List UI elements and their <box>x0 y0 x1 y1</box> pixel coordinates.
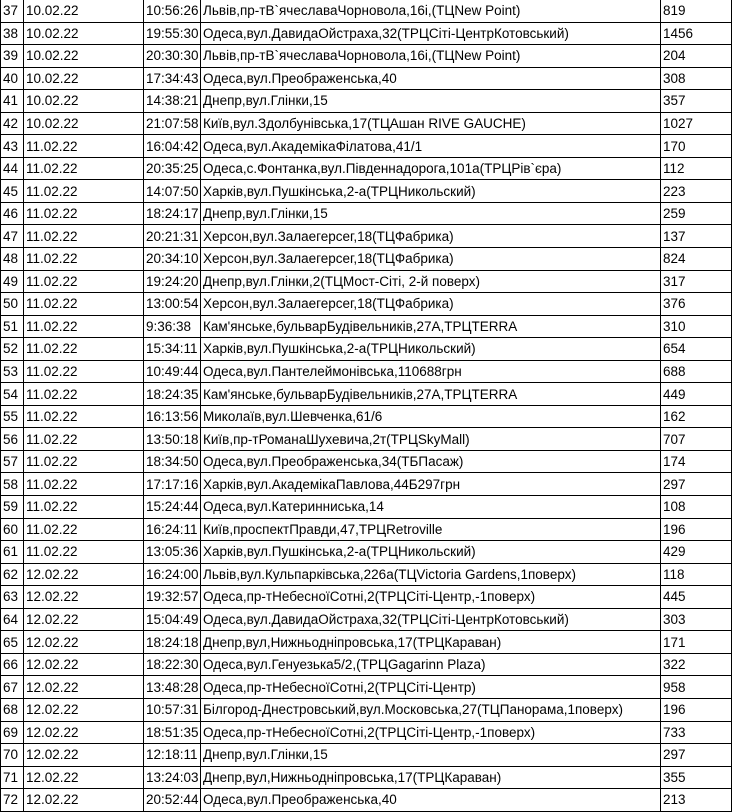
amount-cell: 322 <box>661 653 732 676</box>
time-cell: 13:48:28 <box>144 676 201 699</box>
time-cell: 19:55:30 <box>144 22 201 45</box>
row-number-cell: 47 <box>1 225 24 248</box>
row-number-cell: 57 <box>1 450 24 473</box>
date-cell: 11.02.22 <box>24 248 144 271</box>
amount-cell: 819 <box>661 0 732 22</box>
table-body <box>1 0 732 811</box>
row-number-cell: 40 <box>1 67 24 90</box>
time-cell: 16:04:42 <box>144 135 201 158</box>
date-cell: 12.02.22 <box>24 789 144 812</box>
address-cell: Одеса,вул.Генуезька5/2,(ТРЦGagarinn Plaza) <box>201 653 661 676</box>
table-row <box>1 744 732 767</box>
table-row <box>1 518 732 541</box>
row-number-cell: 49 <box>1 270 24 293</box>
time-cell: 20:35:25 <box>144 157 201 180</box>
amount-cell: 196 <box>661 518 732 541</box>
table-row <box>1 157 732 180</box>
address-cell: Одеса,пр-тНебесноїСотні,2(ТРЦСіті-Центр,-1поверх) <box>201 586 661 609</box>
table-row <box>1 0 732 22</box>
date-cell: 11.02.22 <box>24 428 144 451</box>
table-row <box>1 225 732 248</box>
address-cell: Одеса,вул.ДавидаОйстраха,32(ТРЦСіті-ЦентрКотовський) <box>201 22 661 45</box>
table-row <box>1 789 732 812</box>
time-cell: 16:24:00 <box>144 563 201 586</box>
table-row <box>1 315 732 338</box>
table-row <box>1 45 732 68</box>
row-number-cell: 66 <box>1 653 24 676</box>
table-row <box>1 541 732 564</box>
amount-cell: 958 <box>661 676 732 699</box>
date-cell: 12.02.22 <box>24 608 144 631</box>
table-row <box>1 496 732 519</box>
amount-cell: 654 <box>661 338 732 361</box>
date-cell: 10.02.22 <box>24 67 144 90</box>
time-cell: 10:49:44 <box>144 360 201 383</box>
address-cell: Херсон,вул.Залаегерсег,18(ТЦФабрика) <box>201 225 661 248</box>
address-cell: Харків,вул.Пушкінська,2-а(ТРЦНикольский) <box>201 541 661 564</box>
row-number-cell: 37 <box>1 0 24 22</box>
time-cell: 19:24:20 <box>144 270 201 293</box>
amount-cell: 297 <box>661 473 732 496</box>
amount-cell: 162 <box>661 405 732 428</box>
row-number-cell: 44 <box>1 157 24 180</box>
date-cell: 11.02.22 <box>24 518 144 541</box>
table-row <box>1 135 732 158</box>
date-cell: 11.02.22 <box>24 496 144 519</box>
date-cell: 12.02.22 <box>24 744 144 767</box>
row-number-cell: 51 <box>1 315 24 338</box>
table-row <box>1 67 732 90</box>
address-cell: Днепр,вул,Нижньодніпровська,17(ТРЦКараван) <box>201 766 661 789</box>
date-cell: 11.02.22 <box>24 293 144 316</box>
date-cell: 11.02.22 <box>24 541 144 564</box>
time-cell: 13:05:36 <box>144 541 201 564</box>
row-number-cell: 72 <box>1 789 24 812</box>
time-cell: 20:34:10 <box>144 248 201 271</box>
time-cell: 13:24:03 <box>144 766 201 789</box>
time-cell: 10:56:26 <box>144 0 201 22</box>
amount-cell: 174 <box>661 450 732 473</box>
address-cell: Київ,проспектПравди,47,ТРЦRetroville <box>201 518 661 541</box>
date-cell: 12.02.22 <box>24 698 144 721</box>
row-number-cell: 70 <box>1 744 24 767</box>
date-cell: 12.02.22 <box>24 766 144 789</box>
row-number-cell: 43 <box>1 135 24 158</box>
time-cell: 13:50:18 <box>144 428 201 451</box>
row-number-cell: 46 <box>1 202 24 225</box>
date-cell: 11.02.22 <box>24 405 144 428</box>
time-cell: 18:24:18 <box>144 631 201 654</box>
date-cell: 12.02.22 <box>24 721 144 744</box>
amount-cell: 317 <box>661 270 732 293</box>
row-number-cell: 48 <box>1 248 24 271</box>
amount-cell: 171 <box>661 631 732 654</box>
time-cell: 15:04:49 <box>144 608 201 631</box>
address-cell: Кам'янське,бульварБудівельників,27А,ТРЦTERRA <box>201 383 661 406</box>
row-number-cell: 59 <box>1 496 24 519</box>
amount-cell: 310 <box>661 315 732 338</box>
address-cell: Харків,вул.АкадемікаПавлова,44Б297грн <box>201 473 661 496</box>
table-row <box>1 360 732 383</box>
row-number-cell: 54 <box>1 383 24 406</box>
table-row <box>1 180 732 203</box>
amount-cell: 223 <box>661 180 732 203</box>
address-cell: Львів,пр-тВ`ячеславаЧорновола,16і,(ТЦNew Point) <box>201 45 661 68</box>
row-number-cell: 67 <box>1 676 24 699</box>
time-cell: 18:24:17 <box>144 202 201 225</box>
row-number-cell: 52 <box>1 338 24 361</box>
table-row <box>1 22 732 45</box>
date-cell: 11.02.22 <box>24 180 144 203</box>
table-row <box>1 270 732 293</box>
date-cell: 10.02.22 <box>24 112 144 135</box>
time-cell: 14:07:50 <box>144 180 201 203</box>
table-row <box>1 202 732 225</box>
table-row <box>1 90 732 113</box>
date-cell: 11.02.22 <box>24 383 144 406</box>
date-cell: 11.02.22 <box>24 157 144 180</box>
table-row <box>1 766 732 789</box>
table-row <box>1 721 732 744</box>
amount-cell: 308 <box>661 67 732 90</box>
time-cell: 18:22:30 <box>144 653 201 676</box>
amount-cell: 824 <box>661 248 732 271</box>
time-cell: 15:34:11 <box>144 338 201 361</box>
time-cell: 9:36:38 <box>144 315 201 338</box>
table-row <box>1 473 732 496</box>
date-cell: 12.02.22 <box>24 586 144 609</box>
address-cell: Одеса,пр-тНебесноїСотні,2(ТРЦСіті-Центр,-1поверх) <box>201 721 661 744</box>
address-cell: Одеса,вул.Преображенська,40 <box>201 67 661 90</box>
amount-cell: 112 <box>661 157 732 180</box>
table-row <box>1 586 732 609</box>
amount-cell: 170 <box>661 135 732 158</box>
address-cell: Одеса,с.Фонтанка,вул.Південнадорога,101а(ТРЦРів`єра) <box>201 157 661 180</box>
address-cell: Херсон,вул.Залаегерсег,18(ТЦФабрика) <box>201 293 661 316</box>
address-cell: Одеса,вул.Катеринниська,14 <box>201 496 661 519</box>
time-cell: 20:30:30 <box>144 45 201 68</box>
date-cell: 11.02.22 <box>24 135 144 158</box>
time-cell: 19:32:57 <box>144 586 201 609</box>
time-cell: 14:38:21 <box>144 90 201 113</box>
amount-cell: 108 <box>661 496 732 519</box>
table-row <box>1 608 732 631</box>
row-number-cell: 55 <box>1 405 24 428</box>
amount-cell: 303 <box>661 608 732 631</box>
date-cell: 11.02.22 <box>24 315 144 338</box>
date-cell: 11.02.22 <box>24 338 144 361</box>
time-cell: 18:34:50 <box>144 450 201 473</box>
table-row <box>1 563 732 586</box>
amount-cell: 688 <box>661 360 732 383</box>
time-cell: 18:24:35 <box>144 383 201 406</box>
time-cell: 17:34:43 <box>144 67 201 90</box>
table-row <box>1 112 732 135</box>
address-cell: Днепр,вул.Глінки,2(ТЦМост-Сіті, 2-й поверх) <box>201 270 661 293</box>
row-number-cell: 64 <box>1 608 24 631</box>
time-cell: 13:00:54 <box>144 293 201 316</box>
time-cell: 17:17:16 <box>144 473 201 496</box>
row-number-cell: 50 <box>1 293 24 316</box>
table-row <box>1 676 732 699</box>
date-cell: 11.02.22 <box>24 473 144 496</box>
date-cell: 12.02.22 <box>24 676 144 699</box>
table-row <box>1 428 732 451</box>
row-number-cell: 58 <box>1 473 24 496</box>
amount-cell: 376 <box>661 293 732 316</box>
amount-cell: 707 <box>661 428 732 451</box>
time-cell: 20:52:44 <box>144 789 201 812</box>
amount-cell: 196 <box>661 698 732 721</box>
amount-cell: 357 <box>661 90 732 113</box>
address-cell: Миколаїв,вул.Шевченка,61/6 <box>201 405 661 428</box>
address-cell: Одеса,пр-тНебесноїСотні,2(ТРЦСіті-Центр) <box>201 676 661 699</box>
row-number-cell: 68 <box>1 698 24 721</box>
table-row <box>1 698 732 721</box>
amount-cell: 445 <box>661 586 732 609</box>
row-number-cell: 39 <box>1 45 24 68</box>
table-row <box>1 653 732 676</box>
date-cell: 11.02.22 <box>24 450 144 473</box>
date-cell: 11.02.22 <box>24 225 144 248</box>
address-cell: Одеса,вул.Преображенська,40 <box>201 789 661 812</box>
row-number-cell: 56 <box>1 428 24 451</box>
date-cell: 12.02.22 <box>24 653 144 676</box>
date-cell: 11.02.22 <box>24 202 144 225</box>
table-row <box>1 631 732 654</box>
amount-cell: 213 <box>661 789 732 812</box>
address-cell: Днепр,вул.Глінки,15 <box>201 90 661 113</box>
date-cell: 10.02.22 <box>24 0 144 22</box>
address-cell: Днепр,вул.Глінки,15 <box>201 202 661 225</box>
row-number-cell: 53 <box>1 360 24 383</box>
date-cell: 12.02.22 <box>24 563 144 586</box>
address-cell: Львів,вул.Кульпарківська,226а(ТЦVictoria Gardens,1поверх) <box>201 563 661 586</box>
row-number-cell: 63 <box>1 586 24 609</box>
table-row <box>1 405 732 428</box>
row-number-cell: 60 <box>1 518 24 541</box>
address-cell: Одеса,вул.Пантелеймонівська,110688грн <box>201 360 661 383</box>
time-cell: 18:51:35 <box>144 721 201 744</box>
date-cell: 11.02.22 <box>24 360 144 383</box>
date-cell: 10.02.22 <box>24 22 144 45</box>
address-cell: Одеса,вул.Преображенська,34(ТБПасаж) <box>201 450 661 473</box>
amount-cell: 1456 <box>661 22 732 45</box>
amount-cell: 118 <box>661 563 732 586</box>
row-number-cell: 71 <box>1 766 24 789</box>
row-number-cell: 38 <box>1 22 24 45</box>
amount-cell: 733 <box>661 721 732 744</box>
time-cell: 21:07:58 <box>144 112 201 135</box>
table-row <box>1 338 732 361</box>
table-row <box>1 248 732 271</box>
amount-cell: 137 <box>661 225 732 248</box>
address-cell: Львів,пр-тВ`ячеславаЧорновола,16і,(ТЦNew Point) <box>201 0 661 22</box>
row-number-cell: 65 <box>1 631 24 654</box>
row-number-cell: 42 <box>1 112 24 135</box>
address-cell: Київ,пр-тРоманаШухевича,2т(ТРЦSkyMall) <box>201 428 661 451</box>
date-cell: 11.02.22 <box>24 270 144 293</box>
time-cell: 10:57:31 <box>144 698 201 721</box>
address-cell: Днепр,вул,Нижньодніпровська,17(ТРЦКараван) <box>201 631 661 654</box>
address-cell: Одеса,вул.АкадемікаФілатова,41/1 <box>201 135 661 158</box>
address-cell: Білгород-Днестровський,вул.Московська,27(ТЦПанорама,1поверх) <box>201 698 661 721</box>
address-cell: Київ,вул.Здолбунівська,17(ТЦАшан RIVE GAUCHE) <box>201 112 661 135</box>
table-row <box>1 293 732 316</box>
time-cell: 16:24:11 <box>144 518 201 541</box>
table-row <box>1 383 732 406</box>
amount-cell: 355 <box>661 766 732 789</box>
row-number-cell: 69 <box>1 721 24 744</box>
address-cell: Кам'янське,бульварБудівельників,27А,ТРЦTERRA <box>201 315 661 338</box>
address-cell: Харків,вул.Пушкінська,2-а(ТРЦНикольский) <box>201 338 661 361</box>
time-cell: 15:24:44 <box>144 496 201 519</box>
amount-cell: 429 <box>661 541 732 564</box>
amount-cell: 259 <box>661 202 732 225</box>
time-cell: 20:21:31 <box>144 225 201 248</box>
row-number-cell: 62 <box>1 563 24 586</box>
address-cell: Одеса,вул.ДавидаОйстраха,32(ТРЦСіті-ЦентрКотовський) <box>201 608 661 631</box>
address-cell: Харків,вул.Пушкінська,2-а(ТРЦНикольский) <box>201 180 661 203</box>
table-row <box>1 450 732 473</box>
row-number-cell: 41 <box>1 90 24 113</box>
amount-cell: 297 <box>661 744 732 767</box>
amount-cell: 1027 <box>661 112 732 135</box>
address-cell: Херсон,вул.Залаегерсег,18(ТЦФабрика) <box>201 248 661 271</box>
date-cell: 12.02.22 <box>24 631 144 654</box>
date-cell: 10.02.22 <box>24 90 144 113</box>
time-cell: 12:18:11 <box>144 744 201 767</box>
amount-cell: 449 <box>661 383 732 406</box>
row-number-cell: 61 <box>1 541 24 564</box>
time-cell: 16:13:56 <box>144 405 201 428</box>
row-number-cell: 45 <box>1 180 24 203</box>
address-cell: Днепр,вул.Глінки,15 <box>201 744 661 767</box>
amount-cell: 204 <box>661 45 732 68</box>
date-cell: 10.02.22 <box>24 45 144 68</box>
